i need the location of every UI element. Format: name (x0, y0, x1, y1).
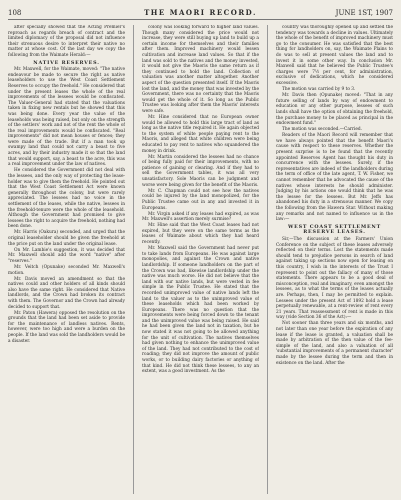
paragraph: Mr. Paton (Hawera) opposed the resolution on the grounds that the land had been set aside to provide for the maintenance of landless natives. Rents, however, were too high and were a burden on the people. If the land was sold the landholders would be a disaster. (8, 310, 125, 344)
article-columns (8, 25, 393, 494)
paragraph: Mr. Maxwell said the Government had never put to take lands from Europeans. He was against large monopolies, and against the Crown and native landlordship. If someone landholders on the part of the Crown was bad, likewise landlordship under the native was much worse. He did not believe that the land with our native lands, but were vested in fee simple in the Public Trustee. He stated that the recorded unimproved value of native lands left the land to the valuer as to the unimproved value of these leaseholds which had been worked by Europeans. There was no question that the improvements were being forced down to the tenant and the unimproved value was being raised. He said he had been given the land not in taxation, but he now stated it was not going to be allowed anything for the unit of cultivation. The natives themselves had given nothing to enhance the unimproved value of the land. They had not contributed to the cost of roading; they did not improve the amount of public works, or to building dairy factories or anything of that kind. He did not think these lessees, to any an extent, was a good investment. As the (142, 246, 259, 375)
paragraph: Readers of the Maori Record will remember that we have always pointed that the benefit Maori's cause with respect to these reserves. Whether the present surprise is to be found that the recently appointed Reserves Agent has thought his duty in concurrence with the lessees. Surely, if the representatives are indeed of the landholders during the term of office of the late agent, T. W. Fisher, we cannot remember that he advocated the cause of the natives whose interests he should administer. Judging by his actions one would think that he was the lessee for the lessees. But Mr. Jeffs has abandoned his duty in a strenuous manner. We copy the following from the Hawera Star. Without making any remarks and not named to influence us in the law:— (276, 133, 393, 223)
paragraph: Mr. Hine considered that no European owner would be allowed to hold this large tract of land as long as the native title required it. He again objected to the system of white people paying rent to the Maoris, and alleged that white children were being educated to pay rent to natives who squandered the money in drink. (142, 115, 259, 154)
page-header (8, 6, 393, 20)
paragraph: Mr. Martin considered the lessees had no chance of being fully paid for their improvements, with no patience of gaining or clearing. And if they had to sell the Government tables, it was all very unsatisfactory. Sole Maoris can be judgment and worse were being given for the benefit of the Maoris. (142, 154, 259, 188)
header-rule (8, 19, 393, 20)
paragraph: On Mr. Lambie's suggestion, it was decided that Mr. Maxwell should add the word "native" after "reserves." (8, 247, 125, 264)
section-heading: NATIVE RESERVES. (33, 59, 100, 66)
paragraph: He considered the Government did not deal with the lessees, and the only way of protecting the lease-holder was to give them the freehold. He pointed out that the West Coast Settlement Act were known generally throughout the colony, but were rarely appreciated. The lessees had no voice in the settlement of the leases, while the native, lessees in the freehold-tenure were the whole of the leasehold. Although the Government had promised to give lessees the right to acquire the freehold, nothing had been done. (8, 168, 125, 230)
column-divider (267, 25, 268, 494)
paragraph: Mr. C. Chapman could not see how the natives could be injured by the land monopolized, for the Public Trustee came out in any and invested it in Europeans. (142, 188, 259, 211)
section-heading: WEST COAST SETTLEMENT RESERVE LEASES. (287, 223, 381, 236)
column-2 (142, 25, 259, 494)
paragraph: Mr. Davis then (Opunake) moved: "That in any future selling of lands by way of endowment to education or any other purpose, lessees of such lands shall have the option of obtaining the freehold, the purchase money to be placed as principal in the endowment fund." (276, 93, 393, 127)
paragraph: colony was looking forward to higher land values. Though many considered the price would not increase, they were still buying up land to build up a certain income for themselves and their families after them. Improved machinery would lessen cultivation and increase land values. So that if the land was sold to the natives and the money invested, it would not give the Maoris the same return as if they continued to hold the land. Collection of valuation was another matter altogether. Another aspect of the question presented itself. If the Maoris lost the land, and the money that was invested by the Government, there was no certainty that the Maoris would get the whole of it. So long as the Public Trustee was looking after them the Maoris' interests were safe. (142, 25, 259, 114)
paragraph: Mr. Hine said that the West Coast leases had not expired, but they were on the same terms as the leases of Waimate about which they had heard recently. (142, 223, 259, 246)
paragraph: Mr. Veitch (Opunake) seconded Mr. Maxwell's motion. (8, 264, 125, 276)
paragraph: Mr. Harris (Oakura) seconded, and urged that the original leaseholder should be given the freehold at the price put on the land under the original lease. (8, 230, 125, 247)
column-1 (8, 25, 125, 494)
paragraph: after specially showed that the Acting Premier's reproach as regards breach of contract and the limited diplomacy of the proposal did not influence their strenuous desire to interpret their native no matter at whose cost. Of the last day we copy the following from the Waimate Herald:— (8, 25, 125, 58)
paragraph: Not sooner than three years and six months, and not later than one year before the expiration of any lease if the lease is granted, a valuation shall be made by arbitration of the then value of the fee-simple of the land, and also a valuation of all 'substantial improvements of a permanent character' made by the lessee during the term and then in existence on the land. After the (276, 321, 393, 366)
paragraph: The motion was seconded.—Carried. (282, 127, 363, 133)
paragraph: Mr. Virgin asked if any leases had expired, as was Mr. Maxwell's assertion merely surmise? (142, 211, 259, 223)
column-divider (133, 25, 134, 494)
publication-title: THE MAORI RECORD. (144, 8, 257, 17)
paragraph: Mr. Davis moved an amendment so that the natives could and other holders of all kinds should also have the same right. He considered that Native landlords, and the Crown had broken its contract with them. The Governor and the Crown had already decided to support that. (8, 276, 125, 310)
paragraph: country was thoroughly opened up and settled the tendency was towards a decline in values. Ultimately the whole of the benefit of improved machinery must go to the consumer. He was satisfied that the best thing for landholders on, say, the Waimate Plains to do was to sell at present values the land and to invest it in some other way. In conclusion Mr. Maxwell said that he believed the Public Trustee's charges were 7½ per cent, for administration, exclusive of dedications, which he considered excessive. (276, 25, 393, 86)
paragraph: Mr. Maxwell, for the Waimate, moved: "The native endeavour be made to secure the right as native leaseholders to use the West Coast Settlement Reserves to occupy the freehold." He considered that under the present leases the whole of the real improvements of the lessees would be confiscated. The Valuer-General had stated that the valuations taken in fixing new rentals but he showed that this was being done. Every year the value of the leaseholds was being raised, but only on the strength of the settlers' work and not of the rent the whole of the real improvements would be confiscated. "Real improvements" did not mean houses or fences; they were made of the trade. But if a man took up swampy land that could not carry a beast to five acres, and by their industry made it so that the land that would support, say, a beast to the acre, this was a real improvement under the law of natives. (8, 67, 125, 168)
paragraph: The motion was carried by 9 to 3. (282, 87, 356, 93)
page-number: 108 (8, 9, 22, 17)
issue-date: JUNE 1ST, 1907 (335, 9, 393, 17)
column-3 (276, 25, 393, 494)
paragraph: Sir,—The discussion at the Farmers' Union Conference on the subject of these leases adversely reflected on their terms. Lost the statements made should tend to prejudice persons in search of land against taking up sections now open for leasing on this country, I wish in the interests of the Trust I represent to point out the fallacy of many of those statements. There appears to be a good deal of misconception, real and imaginary, even amongst the lessees, as to what the terms of the leases actually are. Perhaps, then, I may be permitted to explain. Lessees under the present Act of 1892 hold a lease perpetually renewable, at a rent-review of rent every 21 years. That reassessment of rent is made in this way (vide Section 36 of the Act):— (276, 236, 393, 321)
